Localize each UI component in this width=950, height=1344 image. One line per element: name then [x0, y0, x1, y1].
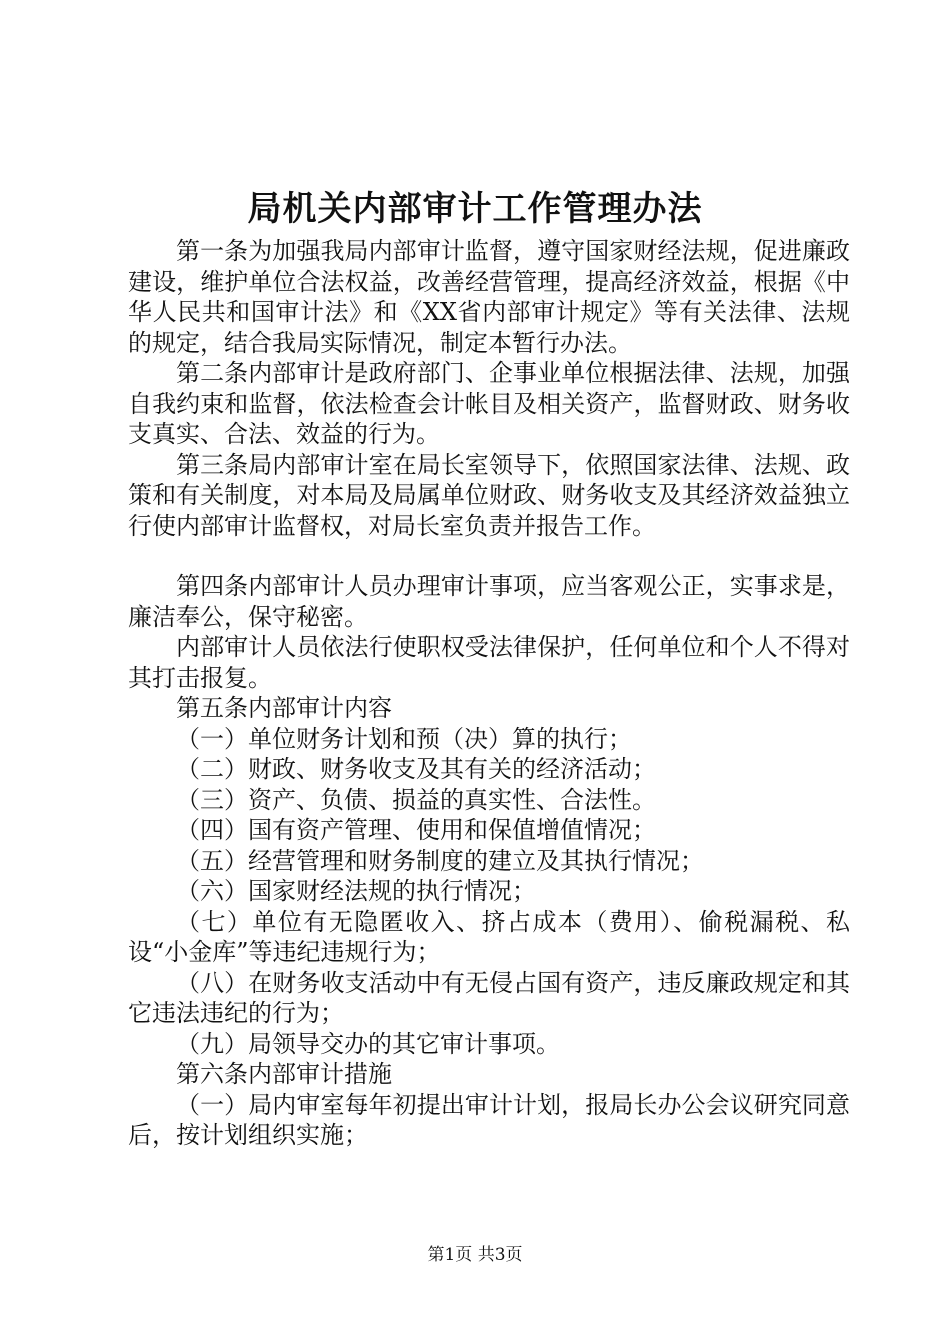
document-body	[128, 236, 850, 1151]
list-item-5-5: （五）经营管理和财务制度的建立及其执行情况；	[176, 846, 704, 875]
paragraph-article-3: 第三条局内部审计室在局长室领导下，依照国家法律、法规、政策和有关制度，对本局及局属单位财政、财务收支及其经济效益独立行使内部审计监督权，对局长室负责并报告工作。	[128, 450, 850, 540]
list-item-5-6: （六）国家财经法规的执行情况；	[176, 877, 536, 905]
list-item-5-4: （四）国有资产管理、使用和保值增值情况；	[176, 816, 656, 844]
list-item-5-9: （九）局领导交办的其它审计事项。	[176, 1029, 560, 1058]
paragraph-article-1: 第一条为加强我局内部审计监督，遵守国家财经法规，促进廉政建设，维护单位合法权益，改善经营管理，提高经济效益，根据《中华人民共和国审计法》和《XX省内部审计规定》等有关法律、法规的规定，结合我局实际情况，制定本暂行办法。	[128, 237, 850, 357]
list-item-5-3: （三）资产、负债、损益的真实性、合法性。	[176, 785, 656, 814]
list-item-5-2: （二）财政、财务收支及其有关的经济活动；	[176, 755, 656, 783]
list-item-6-1: （一）局内审室每年初提出审计计划，报局长办公会议研究同意后，按计划组织实施；	[128, 1090, 850, 1149]
list-item-5-7: （七）单位有无隐匿收入、挤占成本（费用）、偷税漏税、私设“小金库”等违纪违规行为；	[128, 907, 850, 966]
paragraph-article-4: 第四条内部审计人员办理审计事项，应当客观公正，实事求是，廉洁奉公，保守秘密。	[128, 572, 850, 631]
paragraph-article-5-heading: 第五条内部审计内容	[176, 694, 392, 722]
paragraph-article-6-heading: 第六条内部审计措施	[176, 1060, 392, 1088]
page-number-footer: 第1页 共3页	[427, 1245, 523, 1265]
document-title: 局机关内部审计工作管理办法	[247, 189, 703, 229]
paragraph-article-2: 第二条内部审计是政府部门、企事业单位根据法律、法规，加强自我约束和监督，依法检查会计帐目及相关资产，监督财政、财务收支真实、合法、效益的行为。	[128, 359, 850, 448]
list-item-5-8: （八）在财务收支活动中有无侵占国有资产，违反廉政规定和其它违法违纪的行为；	[128, 968, 850, 1027]
list-item-5-1: （一）单位财务计划和预（决）算的执行；	[176, 724, 632, 753]
paragraph-article-4-protection: 内部审计人员依法行使职权受法律保护，任何单位和个人不得对其打击报复。	[128, 633, 850, 692]
